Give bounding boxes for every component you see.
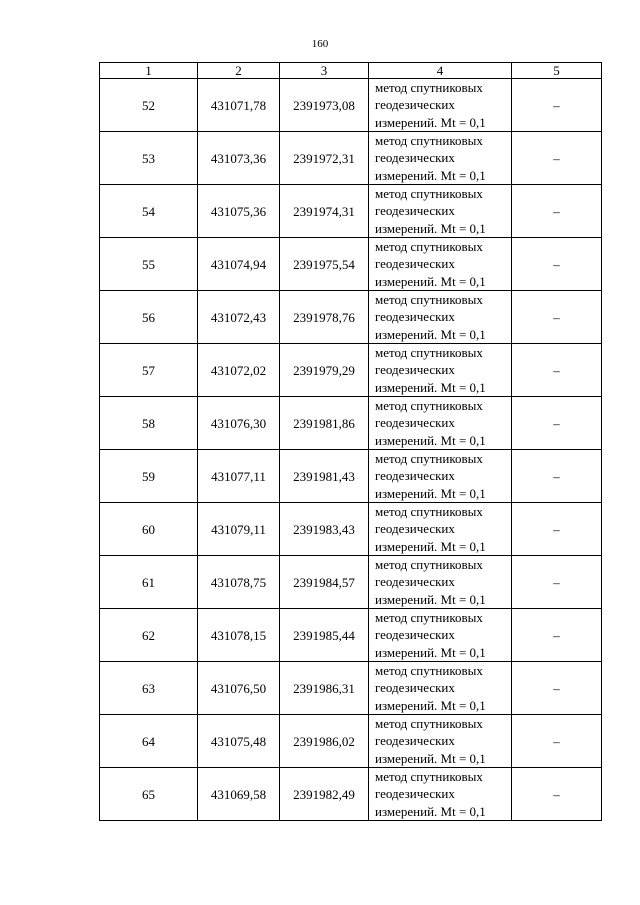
method-line: метод спутниковых bbox=[375, 239, 483, 255]
y-coordinate-cell: 2391979,29 bbox=[280, 344, 369, 397]
method-cell bbox=[369, 450, 512, 503]
x-coordinate-cell: 431073,36 bbox=[198, 132, 280, 185]
point-number-cell: 52 bbox=[100, 79, 198, 132]
table-row bbox=[100, 132, 602, 185]
x-coordinate-cell: 431072,02 bbox=[198, 344, 280, 397]
table-row bbox=[100, 662, 602, 715]
method-line: геодезических bbox=[375, 150, 455, 166]
method-line: измерений. Mt = 0,1 bbox=[375, 432, 486, 448]
method-cell bbox=[369, 609, 512, 662]
method-line: измерений. Mt = 0,1 bbox=[375, 803, 486, 819]
method-line: геодезических bbox=[375, 256, 455, 272]
method-cell bbox=[369, 715, 512, 768]
table-row bbox=[100, 79, 602, 132]
method-line: измерений. Mt = 0,1 bbox=[375, 538, 486, 554]
method-line: геодезических bbox=[375, 203, 455, 219]
method-line: метод спутниковых bbox=[375, 610, 483, 626]
method-line: геодезических bbox=[375, 574, 455, 590]
method-cell bbox=[369, 768, 512, 821]
note-cell: – bbox=[512, 79, 602, 132]
table-row bbox=[100, 238, 602, 291]
method-line: метод спутниковых bbox=[375, 451, 483, 467]
x-coordinate-cell: 431075,48 bbox=[198, 715, 280, 768]
x-coordinate-cell: 431078,75 bbox=[198, 556, 280, 609]
coordinates-table bbox=[99, 62, 602, 821]
point-number-cell: 63 bbox=[100, 662, 198, 715]
method-line: измерений. Mt = 0,1 bbox=[375, 220, 486, 236]
x-coordinate-cell: 431078,15 bbox=[198, 609, 280, 662]
x-coordinate-cell: 431074,94 bbox=[198, 238, 280, 291]
method-line: измерений. Mt = 0,1 bbox=[375, 273, 486, 289]
point-number-cell: 57 bbox=[100, 344, 198, 397]
note-cell: – bbox=[512, 715, 602, 768]
method-cell bbox=[369, 79, 512, 132]
method-line: метод спутниковых bbox=[375, 398, 483, 414]
y-coordinate-cell: 2391983,43 bbox=[280, 503, 369, 556]
point-number-cell: 60 bbox=[100, 503, 198, 556]
table-row bbox=[100, 291, 602, 344]
method-line: геодезических bbox=[375, 680, 455, 696]
method-line: измерений. Mt = 0,1 bbox=[375, 591, 486, 607]
y-coordinate-cell: 2391972,31 bbox=[280, 132, 369, 185]
method-line: измерений. Mt = 0,1 bbox=[375, 167, 486, 183]
note-cell: – bbox=[512, 185, 602, 238]
method-line: метод спутниковых bbox=[375, 716, 483, 732]
table-header-row bbox=[100, 63, 602, 79]
x-coordinate-cell: 431075,36 bbox=[198, 185, 280, 238]
method-line: метод спутниковых bbox=[375, 663, 483, 679]
table-row bbox=[100, 344, 602, 397]
point-number-cell: 61 bbox=[100, 556, 198, 609]
x-coordinate-cell: 431071,78 bbox=[198, 79, 280, 132]
method-line: измерений. Mt = 0,1 bbox=[375, 485, 486, 501]
method-line: геодезических bbox=[375, 521, 455, 537]
method-line: метод спутниковых bbox=[375, 80, 483, 96]
table-row bbox=[100, 715, 602, 768]
y-coordinate-cell: 2391974,31 bbox=[280, 185, 369, 238]
method-cell bbox=[369, 556, 512, 609]
method-cell bbox=[369, 132, 512, 185]
method-line: метод спутниковых bbox=[375, 133, 483, 149]
method-line: геодезических bbox=[375, 309, 455, 325]
column-header: 2 bbox=[198, 63, 280, 79]
y-coordinate-cell: 2391981,43 bbox=[280, 450, 369, 503]
point-number-cell: 62 bbox=[100, 609, 198, 662]
method-line: геодезических bbox=[375, 468, 455, 484]
y-coordinate-cell: 2391981,86 bbox=[280, 397, 369, 450]
point-number-cell: 58 bbox=[100, 397, 198, 450]
method-line: геодезических bbox=[375, 627, 455, 643]
table-row bbox=[100, 556, 602, 609]
method-line: геодезических bbox=[375, 97, 455, 113]
method-line: геодезических bbox=[375, 362, 455, 378]
point-number-cell: 53 bbox=[100, 132, 198, 185]
note-cell: – bbox=[512, 132, 602, 185]
method-line: метод спутниковых bbox=[375, 292, 483, 308]
method-cell bbox=[369, 238, 512, 291]
point-number-cell: 59 bbox=[100, 450, 198, 503]
table-row bbox=[100, 609, 602, 662]
method-line: метод спутниковых bbox=[375, 345, 483, 361]
method-cell bbox=[369, 185, 512, 238]
note-cell: – bbox=[512, 397, 602, 450]
note-cell: – bbox=[512, 450, 602, 503]
y-coordinate-cell: 2391978,76 bbox=[280, 291, 369, 344]
method-cell bbox=[369, 503, 512, 556]
y-coordinate-cell: 2391986,02 bbox=[280, 715, 369, 768]
method-line: измерений. Mt = 0,1 bbox=[375, 114, 486, 130]
table-row bbox=[100, 450, 602, 503]
column-header: 3 bbox=[280, 63, 369, 79]
method-line: измерений. Mt = 0,1 bbox=[375, 326, 486, 342]
method-cell bbox=[369, 397, 512, 450]
table-row bbox=[100, 185, 602, 238]
point-number-cell: 54 bbox=[100, 185, 198, 238]
x-coordinate-cell: 431079,11 bbox=[198, 503, 280, 556]
note-cell: – bbox=[512, 344, 602, 397]
y-coordinate-cell: 2391986,31 bbox=[280, 662, 369, 715]
method-line: метод спутниковых bbox=[375, 504, 483, 520]
note-cell: – bbox=[512, 291, 602, 344]
note-cell: – bbox=[512, 662, 602, 715]
table-row bbox=[100, 503, 602, 556]
point-number-cell: 65 bbox=[100, 768, 198, 821]
y-coordinate-cell: 2391985,44 bbox=[280, 609, 369, 662]
note-cell: – bbox=[512, 768, 602, 821]
x-coordinate-cell: 431072,43 bbox=[198, 291, 280, 344]
x-coordinate-cell: 431069,58 bbox=[198, 768, 280, 821]
method-cell bbox=[369, 662, 512, 715]
table-row bbox=[100, 397, 602, 450]
method-line: геодезических bbox=[375, 415, 455, 431]
method-line: измерений. Mt = 0,1 bbox=[375, 379, 486, 395]
point-number-cell: 56 bbox=[100, 291, 198, 344]
column-header: 1 bbox=[100, 63, 198, 79]
note-cell: – bbox=[512, 609, 602, 662]
table-body bbox=[100, 63, 602, 821]
method-line: измерений. Mt = 0,1 bbox=[375, 644, 486, 660]
y-coordinate-cell: 2391975,54 bbox=[280, 238, 369, 291]
page-number: 160 bbox=[311, 38, 329, 50]
note-cell: – bbox=[512, 238, 602, 291]
y-coordinate-cell: 2391984,57 bbox=[280, 556, 369, 609]
y-coordinate-cell: 2391982,49 bbox=[280, 768, 369, 821]
method-line: метод спутниковых bbox=[375, 186, 483, 202]
column-header: 4 bbox=[369, 63, 512, 79]
method-line: измерений. Mt = 0,1 bbox=[375, 750, 486, 766]
method-line: метод спутниковых bbox=[375, 769, 483, 785]
x-coordinate-cell: 431076,50 bbox=[198, 662, 280, 715]
x-coordinate-cell: 431077,11 bbox=[198, 450, 280, 503]
method-cell bbox=[369, 344, 512, 397]
column-header: 5 bbox=[512, 63, 602, 79]
y-coordinate-cell: 2391973,08 bbox=[280, 79, 369, 132]
method-cell bbox=[369, 291, 512, 344]
note-cell: – bbox=[512, 503, 602, 556]
method-line: измерений. Mt = 0,1 bbox=[375, 697, 486, 713]
method-line: метод спутниковых bbox=[375, 557, 483, 573]
point-number-cell: 64 bbox=[100, 715, 198, 768]
point-number-cell: 55 bbox=[100, 238, 198, 291]
x-coordinate-cell: 431076,30 bbox=[198, 397, 280, 450]
note-cell: – bbox=[512, 556, 602, 609]
table-row bbox=[100, 768, 602, 821]
method-line: геодезических bbox=[375, 786, 455, 802]
method-line: геодезических bbox=[375, 733, 455, 749]
